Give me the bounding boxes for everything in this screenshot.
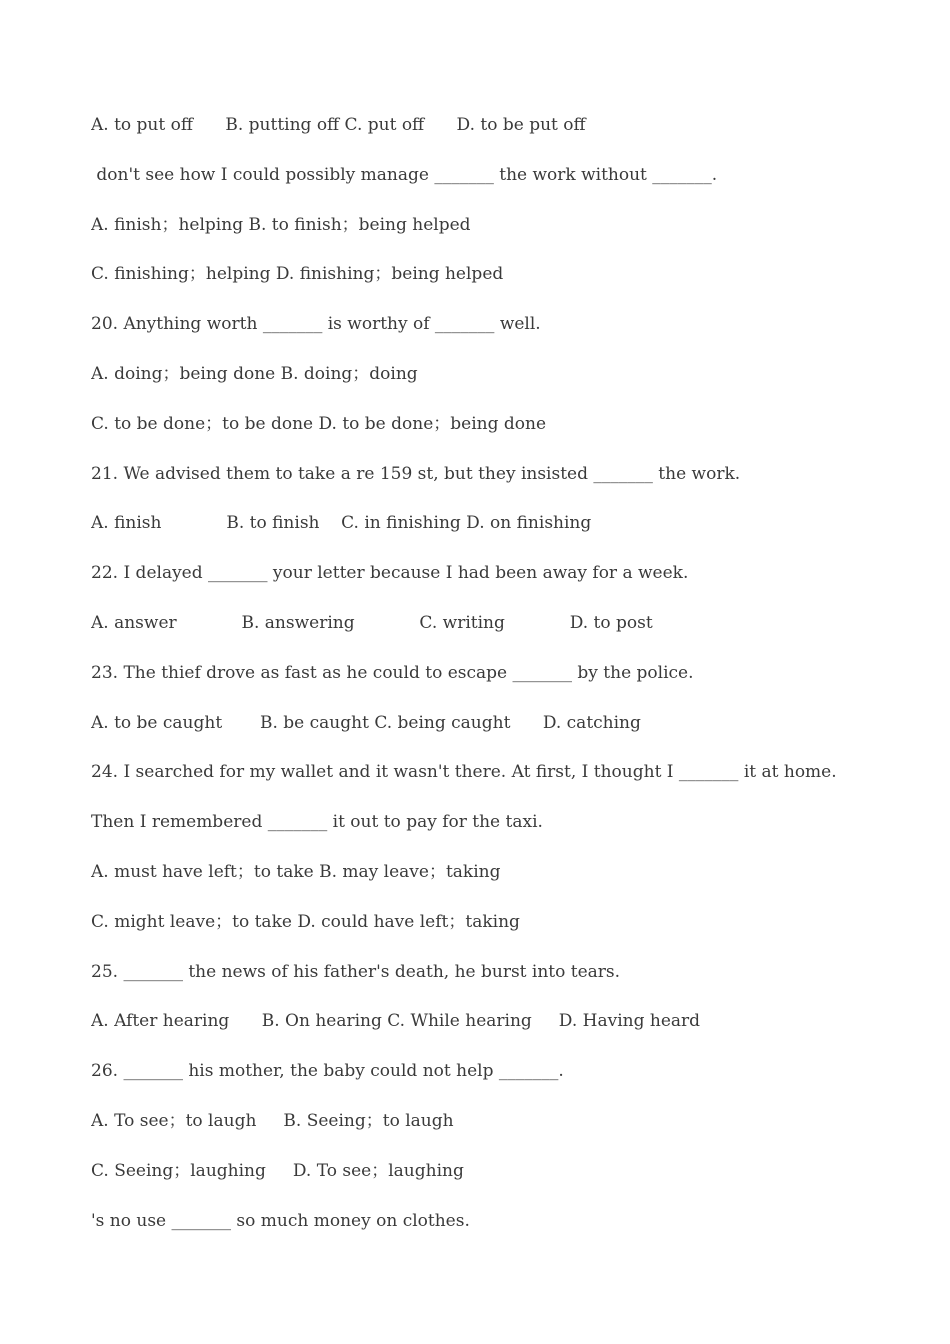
option-line: A. To see；to laugh B. Seeing；to laugh xyxy=(91,1110,454,1131)
option-line: A. finish；helping B. to finish；being helped xyxy=(91,214,471,235)
option-line: C. finishing；helping D. finishing；being helped xyxy=(91,264,504,285)
question-line: Then I remembered _______ it out to pay for the taxi. xyxy=(91,812,543,833)
question-line: 25. _______ the news of his father's death, he burst into tears. xyxy=(91,961,621,982)
question-line: don't see how I could possibly manage _______ the work without _______. xyxy=(91,164,718,185)
question-line: 21. We advised them to take a re 159 st, but they insisted _______ the work. xyxy=(91,463,741,484)
question-line: 23. The thief drove as fast as he could to escape _______ by the police. xyxy=(91,662,694,683)
option-line: A. answer B. answering C. writing D. to post xyxy=(91,612,653,633)
question-line: 20. Anything worth _______ is worthy of _______ well. xyxy=(91,314,541,335)
option-line: A. must have left；to take B. may leave；taking xyxy=(91,861,501,882)
question-line: 24. I searched for my wallet and it wasn't there. At first, I thought I _______ it at home. xyxy=(91,762,837,783)
question-line: 's no use _______ so much money on clothes. xyxy=(91,1210,470,1231)
option-line: C. Seeing；laughing D. To see；laughing xyxy=(91,1160,464,1181)
option-line: A. After hearing B. On hearing C. While hearing D. Having heard xyxy=(91,1011,701,1032)
option-line: A. to put off B. putting off C. put off D. to be put off xyxy=(91,115,586,135)
option-line: A. to be caught B. be caught C. being caught D. catching xyxy=(91,712,641,733)
option-line: C. to be done；to be done D. to be done；being done xyxy=(91,413,547,434)
question-line: 22. I delayed _______ your letter because I had been away for a week. xyxy=(91,563,689,584)
question-line: 26. _______ his mother, the baby could not help _______. xyxy=(91,1061,564,1082)
option-line: C. might leave；to take D. could have left；taking xyxy=(91,911,520,932)
exercise-text xyxy=(91,111,911,1256)
option-line: A. finish B. to finish C. in finishing D. on finishing xyxy=(91,513,592,534)
option-line: A. doing；being done B. doing；doing xyxy=(91,363,418,384)
